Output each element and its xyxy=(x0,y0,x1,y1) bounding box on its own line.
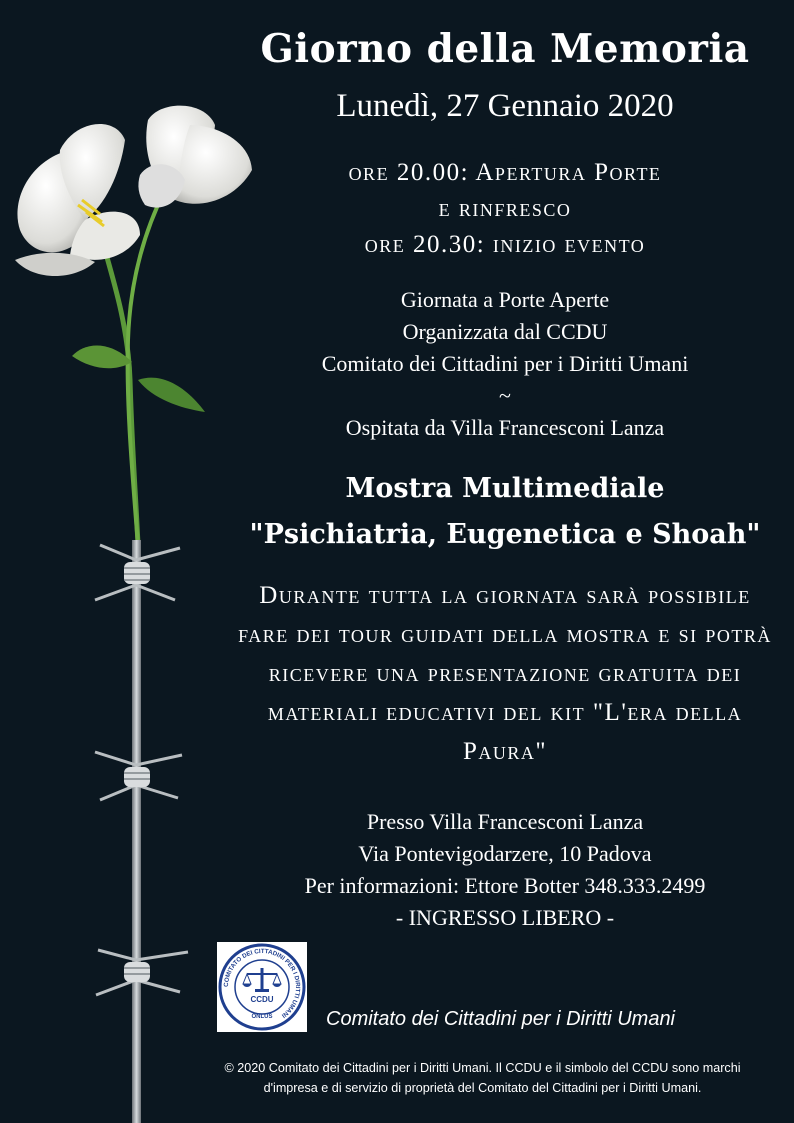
organization-line: Comitato dei Cittadini per i Diritti Umani xyxy=(321,351,689,376)
event-title: Giorno della Memoria xyxy=(260,26,750,72)
contact-line: Per informazioni: Ettore Botter 348.333.2499 xyxy=(304,873,706,898)
event-description: Durante tutta la giornata sarà possibile fare dei tour guidati della mostra e si potrà ricevere una presentazione gratuita dei materiali educativi del kit "L'era della Paura" xyxy=(238,582,772,765)
logo-center-text: CCDU xyxy=(250,995,274,1004)
address-line: Presso Villa Francesconi Lanza xyxy=(366,809,644,834)
address-line: Via Pontevigodarzere, 10 Padova xyxy=(358,841,652,866)
organization-line: Giornata a Porte Aperte xyxy=(400,287,610,312)
schedule-line: e rinfresco xyxy=(438,195,572,222)
schedule-line: ore 20.00: Apertura Porte xyxy=(348,159,662,186)
copyright-notice: © 2020 Comitato dei Cittadini per i Diritti Umani. Il CCDU e il simbolo del CCDU sono marchi d'impresa e di servizio di proprietà del Comitato del Cittadini per i Diritti Umani. xyxy=(224,1061,741,1095)
schedule-line: ore 20.30: inizio evento xyxy=(364,231,646,258)
exhibit-title xyxy=(215,466,794,558)
exhibit-line: Mostra Multimediale xyxy=(345,473,665,504)
logo-ring-text: COMITATO DEI CITTADINI PER I DIRITTI UMANI xyxy=(222,947,302,1020)
ccdu-logo xyxy=(217,942,307,1032)
white-flower-left xyxy=(15,124,140,276)
event-date: Lunedì, 27 Gennaio 2020 xyxy=(336,88,674,124)
footer-organization: Comitato dei Cittadini per i Diritti Umani xyxy=(326,1008,676,1030)
exhibit-line: "Psichiatria, Eugenetica e Shoah" xyxy=(249,519,761,550)
free-entry-line: - INGRESSO LIBERO - xyxy=(395,905,615,930)
logo-bottom-text: ONLUS xyxy=(251,1014,273,1020)
organization-block xyxy=(215,284,794,444)
venue-address xyxy=(215,806,794,934)
organization-line: Ospitata da Villa Francesconi Lanza xyxy=(345,415,665,440)
barbed-wire xyxy=(95,540,188,1123)
organization-line: Organizzata dal CCDU xyxy=(402,319,608,344)
organization-separator: ~ xyxy=(499,383,511,408)
event-schedule xyxy=(215,155,794,263)
